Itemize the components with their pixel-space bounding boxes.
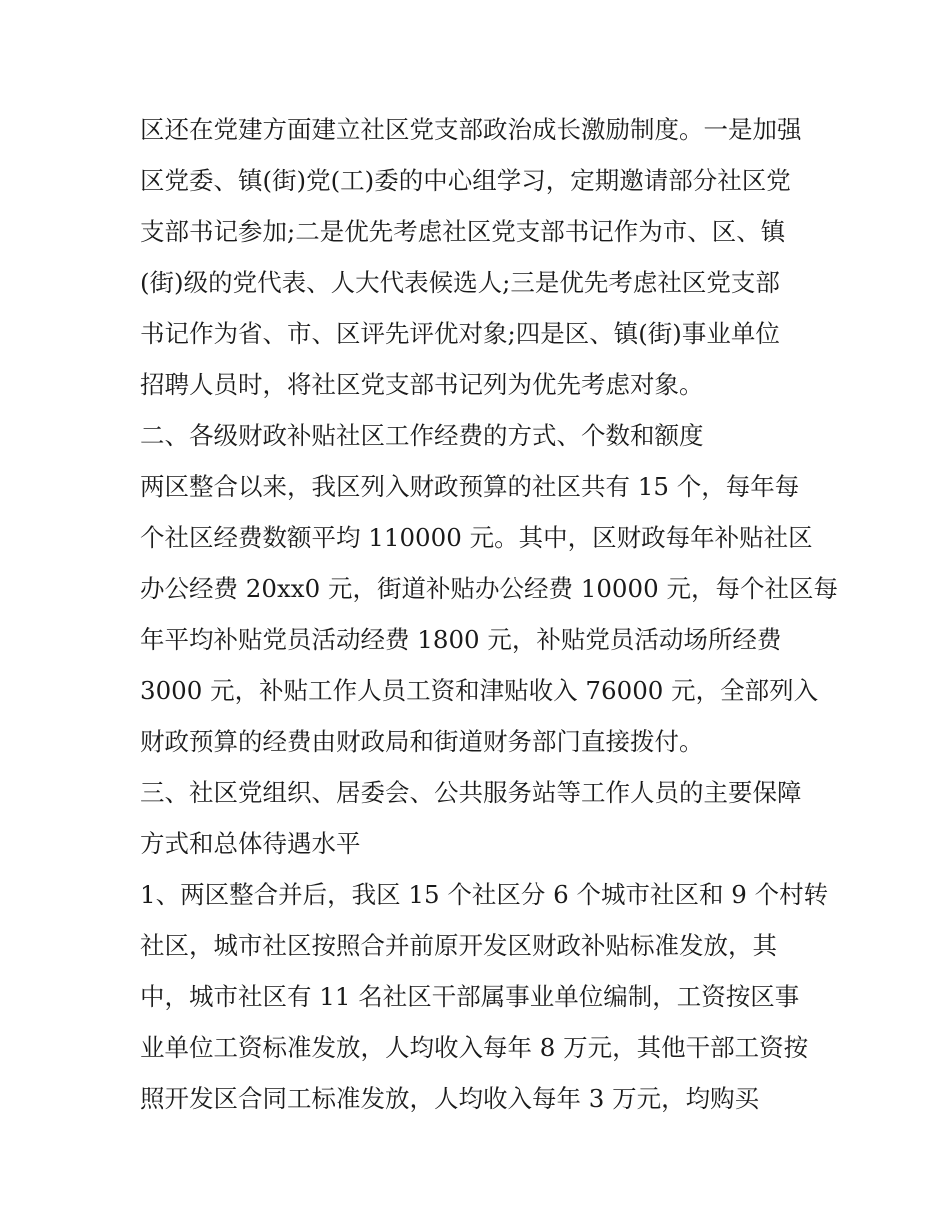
paragraph-line: 办公经费 20xx0 元，街道补贴办公经费 10000 元，每个社区每	[140, 574, 838, 603]
paragraph-line: 财政预算的经费由财政局和街道财务部门直接拨付。	[140, 727, 704, 756]
paragraph-line: (街)级的党代表、人大代表候选人;三是优先考虑社区党支部	[140, 268, 780, 297]
paragraph-line: 区还在党建方面建立社区党支部政治成长激励制度。一是加强	[140, 115, 802, 144]
document-body	[140, 104, 840, 1124]
paragraph-line: 招聘人员时，将社区党支部书记列为优先考虑对象。	[140, 370, 704, 399]
section-heading: 二、各级财政补贴社区工作经费的方式、个数和额度	[140, 421, 704, 450]
paragraph-line: 1、两区整合并后，我区 15 个社区分 6 个城市社区和 9 个村转	[140, 880, 829, 909]
section-heading: 三、社区党组织、居委会、公共服务站等工作人员的主要保障	[140, 778, 802, 807]
paragraph-line: 两区整合以来，我区列入财政预算的社区共有 15 个，每年每	[140, 472, 800, 501]
section-heading: 方式和总体待遇水平	[140, 829, 361, 858]
paragraph-line: 区党委、镇(街)党(工)委的中心组学习，定期邀请部分社区党	[140, 166, 791, 195]
paragraph-line: 3000 元，补贴工作人员工资和津贴收入 76000 元，全部列入	[140, 676, 819, 705]
paragraph-line: 业单位工资标准发放，人均收入每年 8 万元，其他干部工资按	[140, 1033, 809, 1062]
paragraph-line: 书记作为省、市、区评先评优对象;四是区、镇(街)事业单位	[140, 319, 780, 348]
paragraph-line: 个社区经费数额平均 110000 元。其中，区财政每年补贴社区	[140, 523, 813, 552]
paragraph-line: 照开发区合同工标准发放，人均收入每年 3 万元，均购买	[140, 1084, 760, 1113]
paragraph-line: 年平均补贴党员活动经费 1800 元，补贴党员活动场所经费	[140, 625, 782, 654]
paragraph-line: 支部书记参加;二是优先考虑社区党支部书记作为市、区、镇	[140, 217, 786, 246]
paragraph-line: 社区，城市社区按照合并前原开发区财政补贴标准发放，其	[140, 931, 777, 960]
paragraph-line: 中，城市社区有 11 名社区干部属事业单位编制，工资按区事	[140, 982, 800, 1011]
